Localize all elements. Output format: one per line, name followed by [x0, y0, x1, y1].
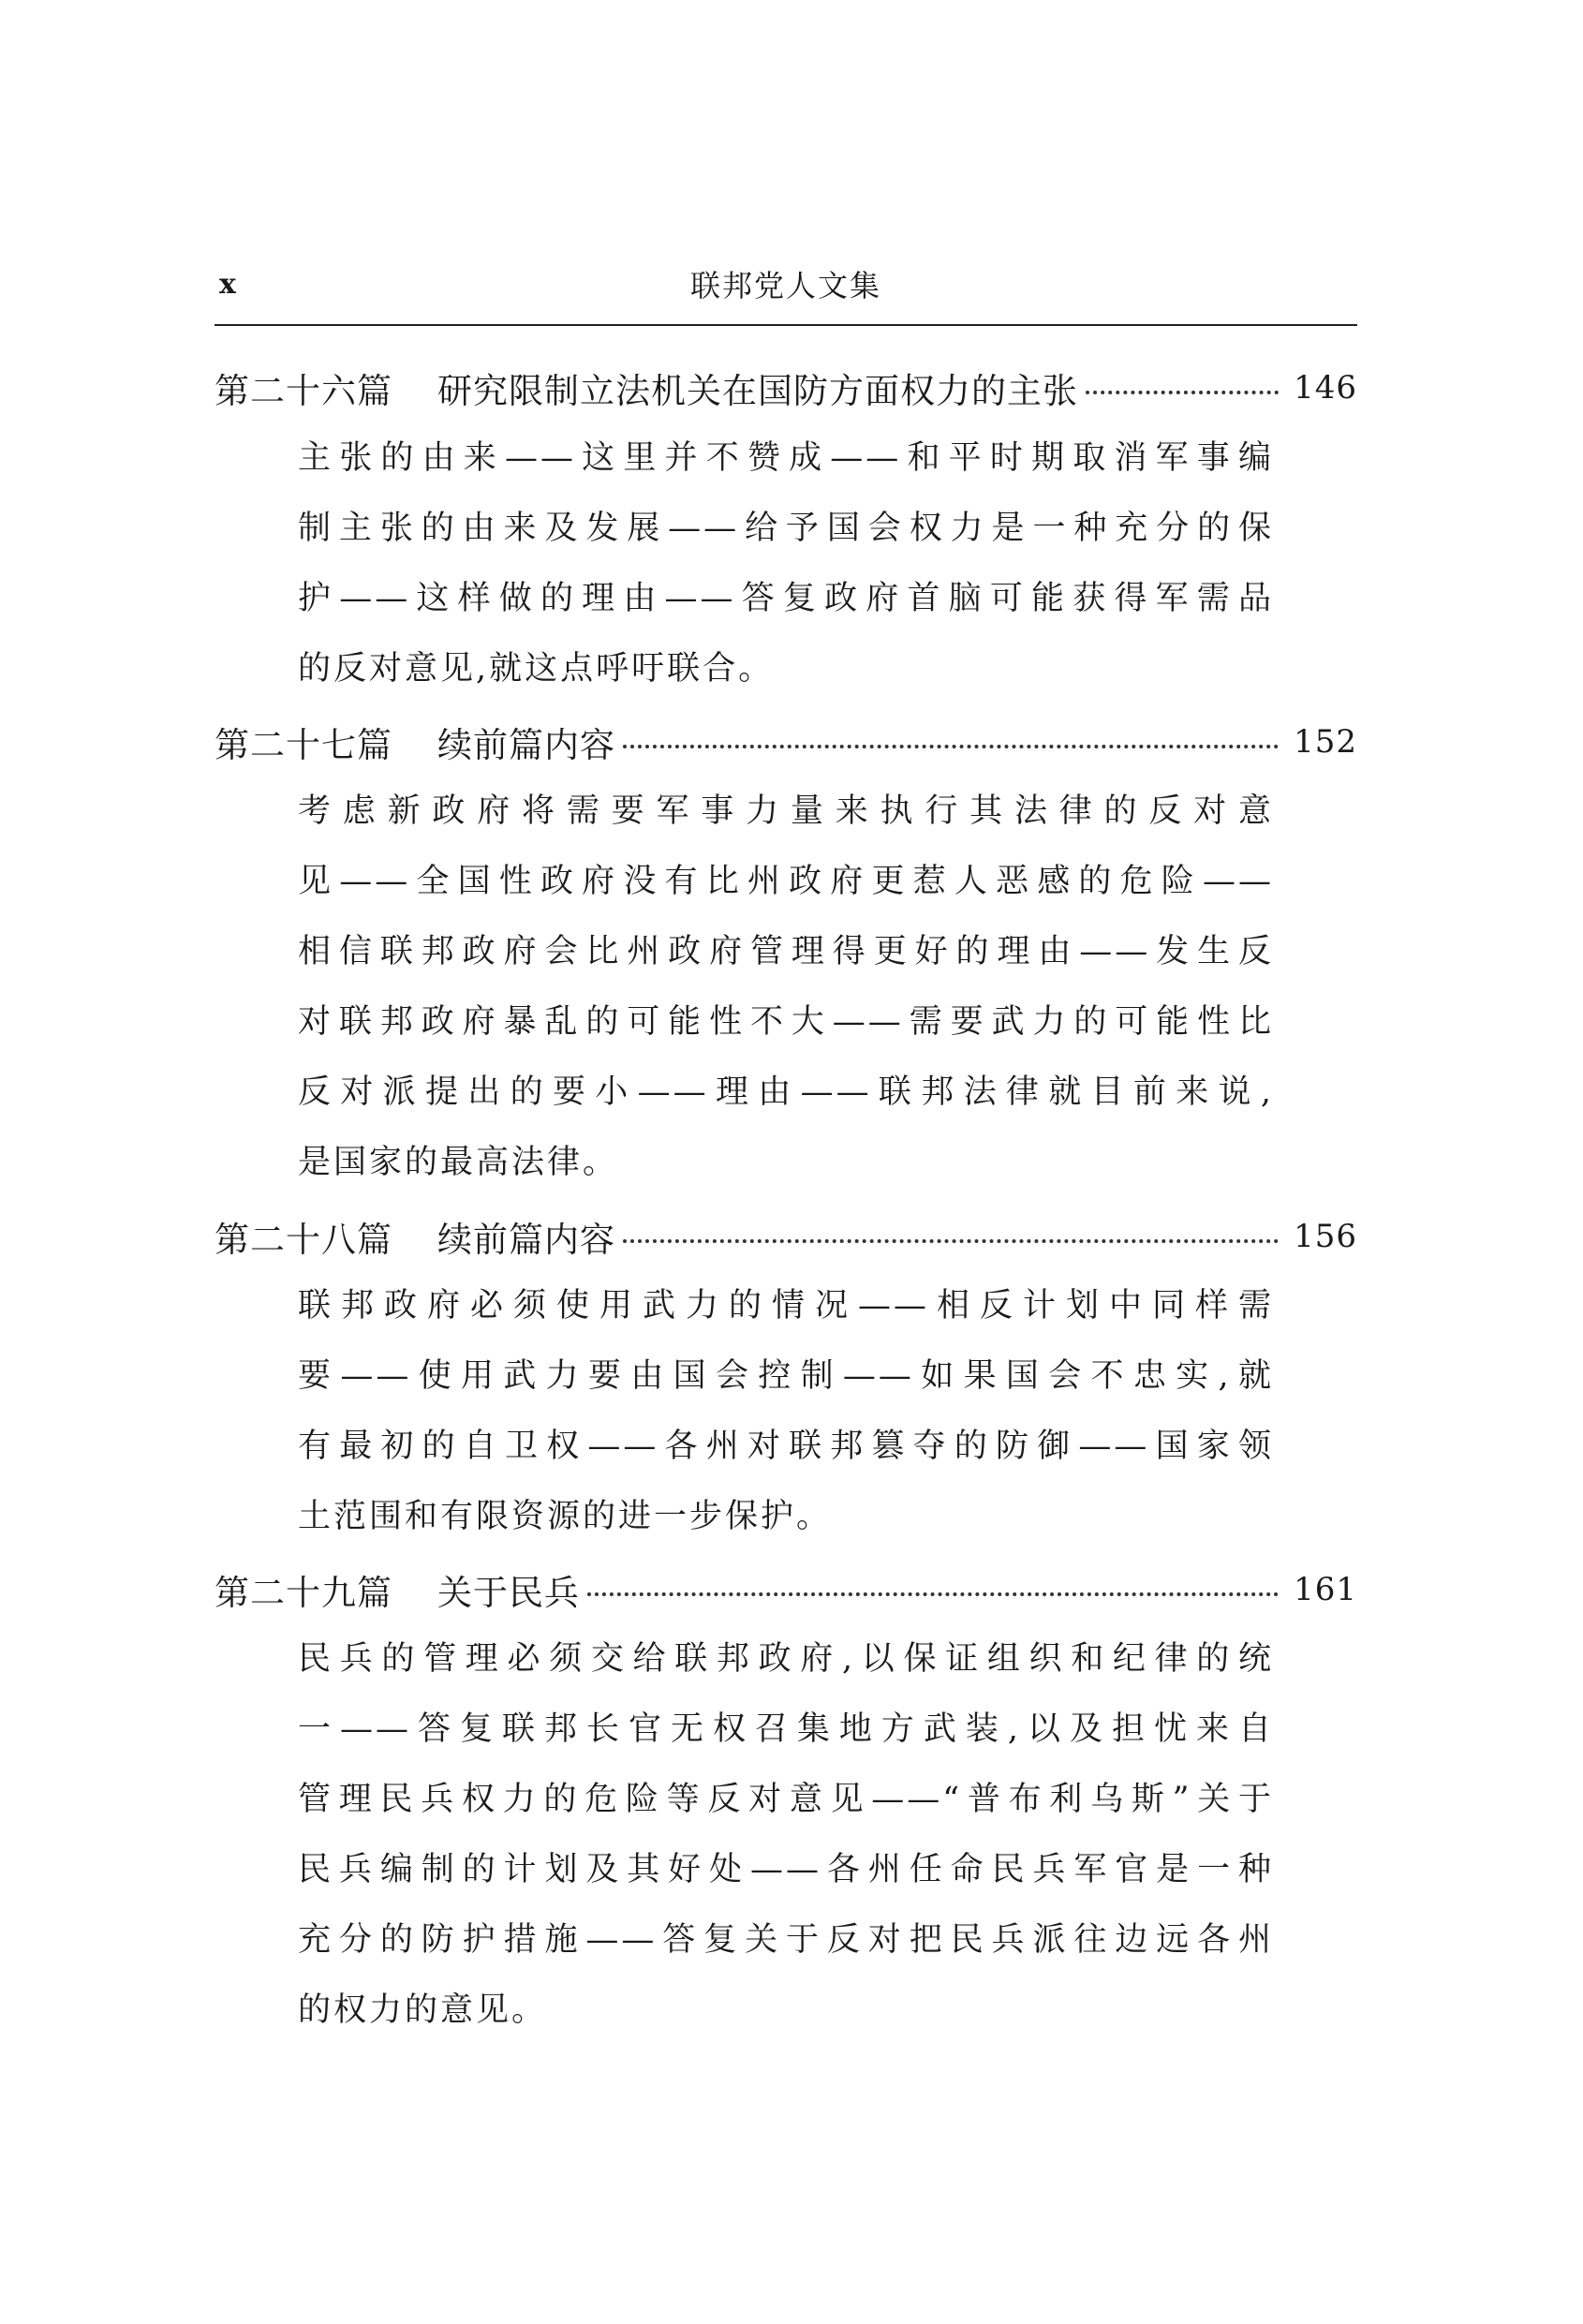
summary-line: 对联邦政府暴乱的可能性不大——需要武力的可能性比	[298, 1003, 1274, 1041]
summary-line: 见——全国性政府没有比州政府更惹人恶感的危险——	[298, 863, 1274, 900]
chapter-number: 第二十七篇	[215, 725, 392, 765]
dot-leader	[623, 1210, 1279, 1263]
dot-leader	[1086, 362, 1279, 414]
chapter-number: 第二十六篇	[215, 371, 392, 411]
dot-leader	[587, 1563, 1279, 1616]
summary-line: 充分的防护措施——答复关于反对把民兵派往边远各州	[298, 1921, 1274, 1959]
summary-line: 联邦政府必须使用武力的情况——相反计划中同样需	[298, 1287, 1274, 1325]
toc-entry-27[interactable]	[215, 716, 1357, 768]
chapter-summary	[298, 777, 1274, 1198]
chapter-summary	[298, 1624, 1274, 2046]
summary-line: 的权力的意见。	[298, 1991, 548, 2029]
summary-line: 一——答复联邦长官无权召集地方武装,以及担忧来自	[298, 1710, 1274, 1748]
chapter-title: 续前篇内容	[437, 725, 615, 765]
summary-line: 民兵编制的计划及其好处——各州任命民兵军官是一种	[298, 1851, 1274, 1888]
summary-line: 反对派提出的要小——理由——联邦法律就目前来说,	[298, 1073, 1274, 1111]
toc-page-number: 146	[1294, 369, 1357, 407]
toc-entry-28[interactable]	[215, 1210, 1357, 1263]
chapter-title: 研究限制立法机关在国防方面权力的主张	[437, 371, 1078, 411]
running-header	[215, 262, 1357, 318]
toc-page-number: 161	[1294, 1571, 1357, 1608]
chapter-number: 第二十九篇	[215, 1573, 392, 1613]
page-number: x	[219, 268, 236, 301]
header-rule	[215, 324, 1357, 326]
summary-line: 相信联邦政府会比州政府管理得更好的理由——发生反	[298, 933, 1274, 970]
summary-line: 制主张的由来及发展——给予国会权力是一种充分的保	[298, 510, 1274, 547]
summary-line: 主张的由来——这里并不赞成——和平时期取消军事编	[298, 439, 1274, 477]
summary-line: 护——这样做的理由——答复政府首脑可能获得军需品	[298, 580, 1274, 617]
toc-entry-29[interactable]	[215, 1563, 1357, 1616]
toc-page-number: 152	[1294, 723, 1357, 761]
chapter-summary	[298, 423, 1274, 704]
summary-line: 土范围和有限资源的进一步保护。	[298, 1498, 833, 1535]
chapter-title: 续前篇内容	[437, 1220, 615, 1260]
book-title: 联邦党人文集	[689, 268, 881, 303]
summary-line: 考虑新政府将需要军事力量来执行其法律的反对意	[298, 792, 1274, 830]
toc-page-number: 156	[1294, 1218, 1357, 1255]
summary-line: 有最初的自卫权——各州对联邦篡夺的防御——国家领	[298, 1428, 1274, 1465]
toc-entry-26[interactable]	[215, 362, 1357, 414]
chapter-summary	[298, 1271, 1274, 1552]
summary-line: 管理民兵权力的危险等反对意见——“普布利乌斯”关于	[298, 1781, 1274, 1818]
summary-line: 要——使用武力要由国会控制——如果国会不忠实,就	[298, 1357, 1274, 1395]
summary-line: 的反对意见,就这点呼吁联合。	[298, 650, 775, 688]
summary-line: 民兵的管理必须交给联邦政府,以保证组织和纪律的统	[298, 1640, 1274, 1678]
chapter-number: 第二十八篇	[215, 1220, 392, 1260]
dot-leader	[623, 716, 1279, 768]
summary-line: 是国家的最高法律。	[298, 1144, 619, 1181]
chapter-title: 关于民兵	[437, 1573, 580, 1613]
